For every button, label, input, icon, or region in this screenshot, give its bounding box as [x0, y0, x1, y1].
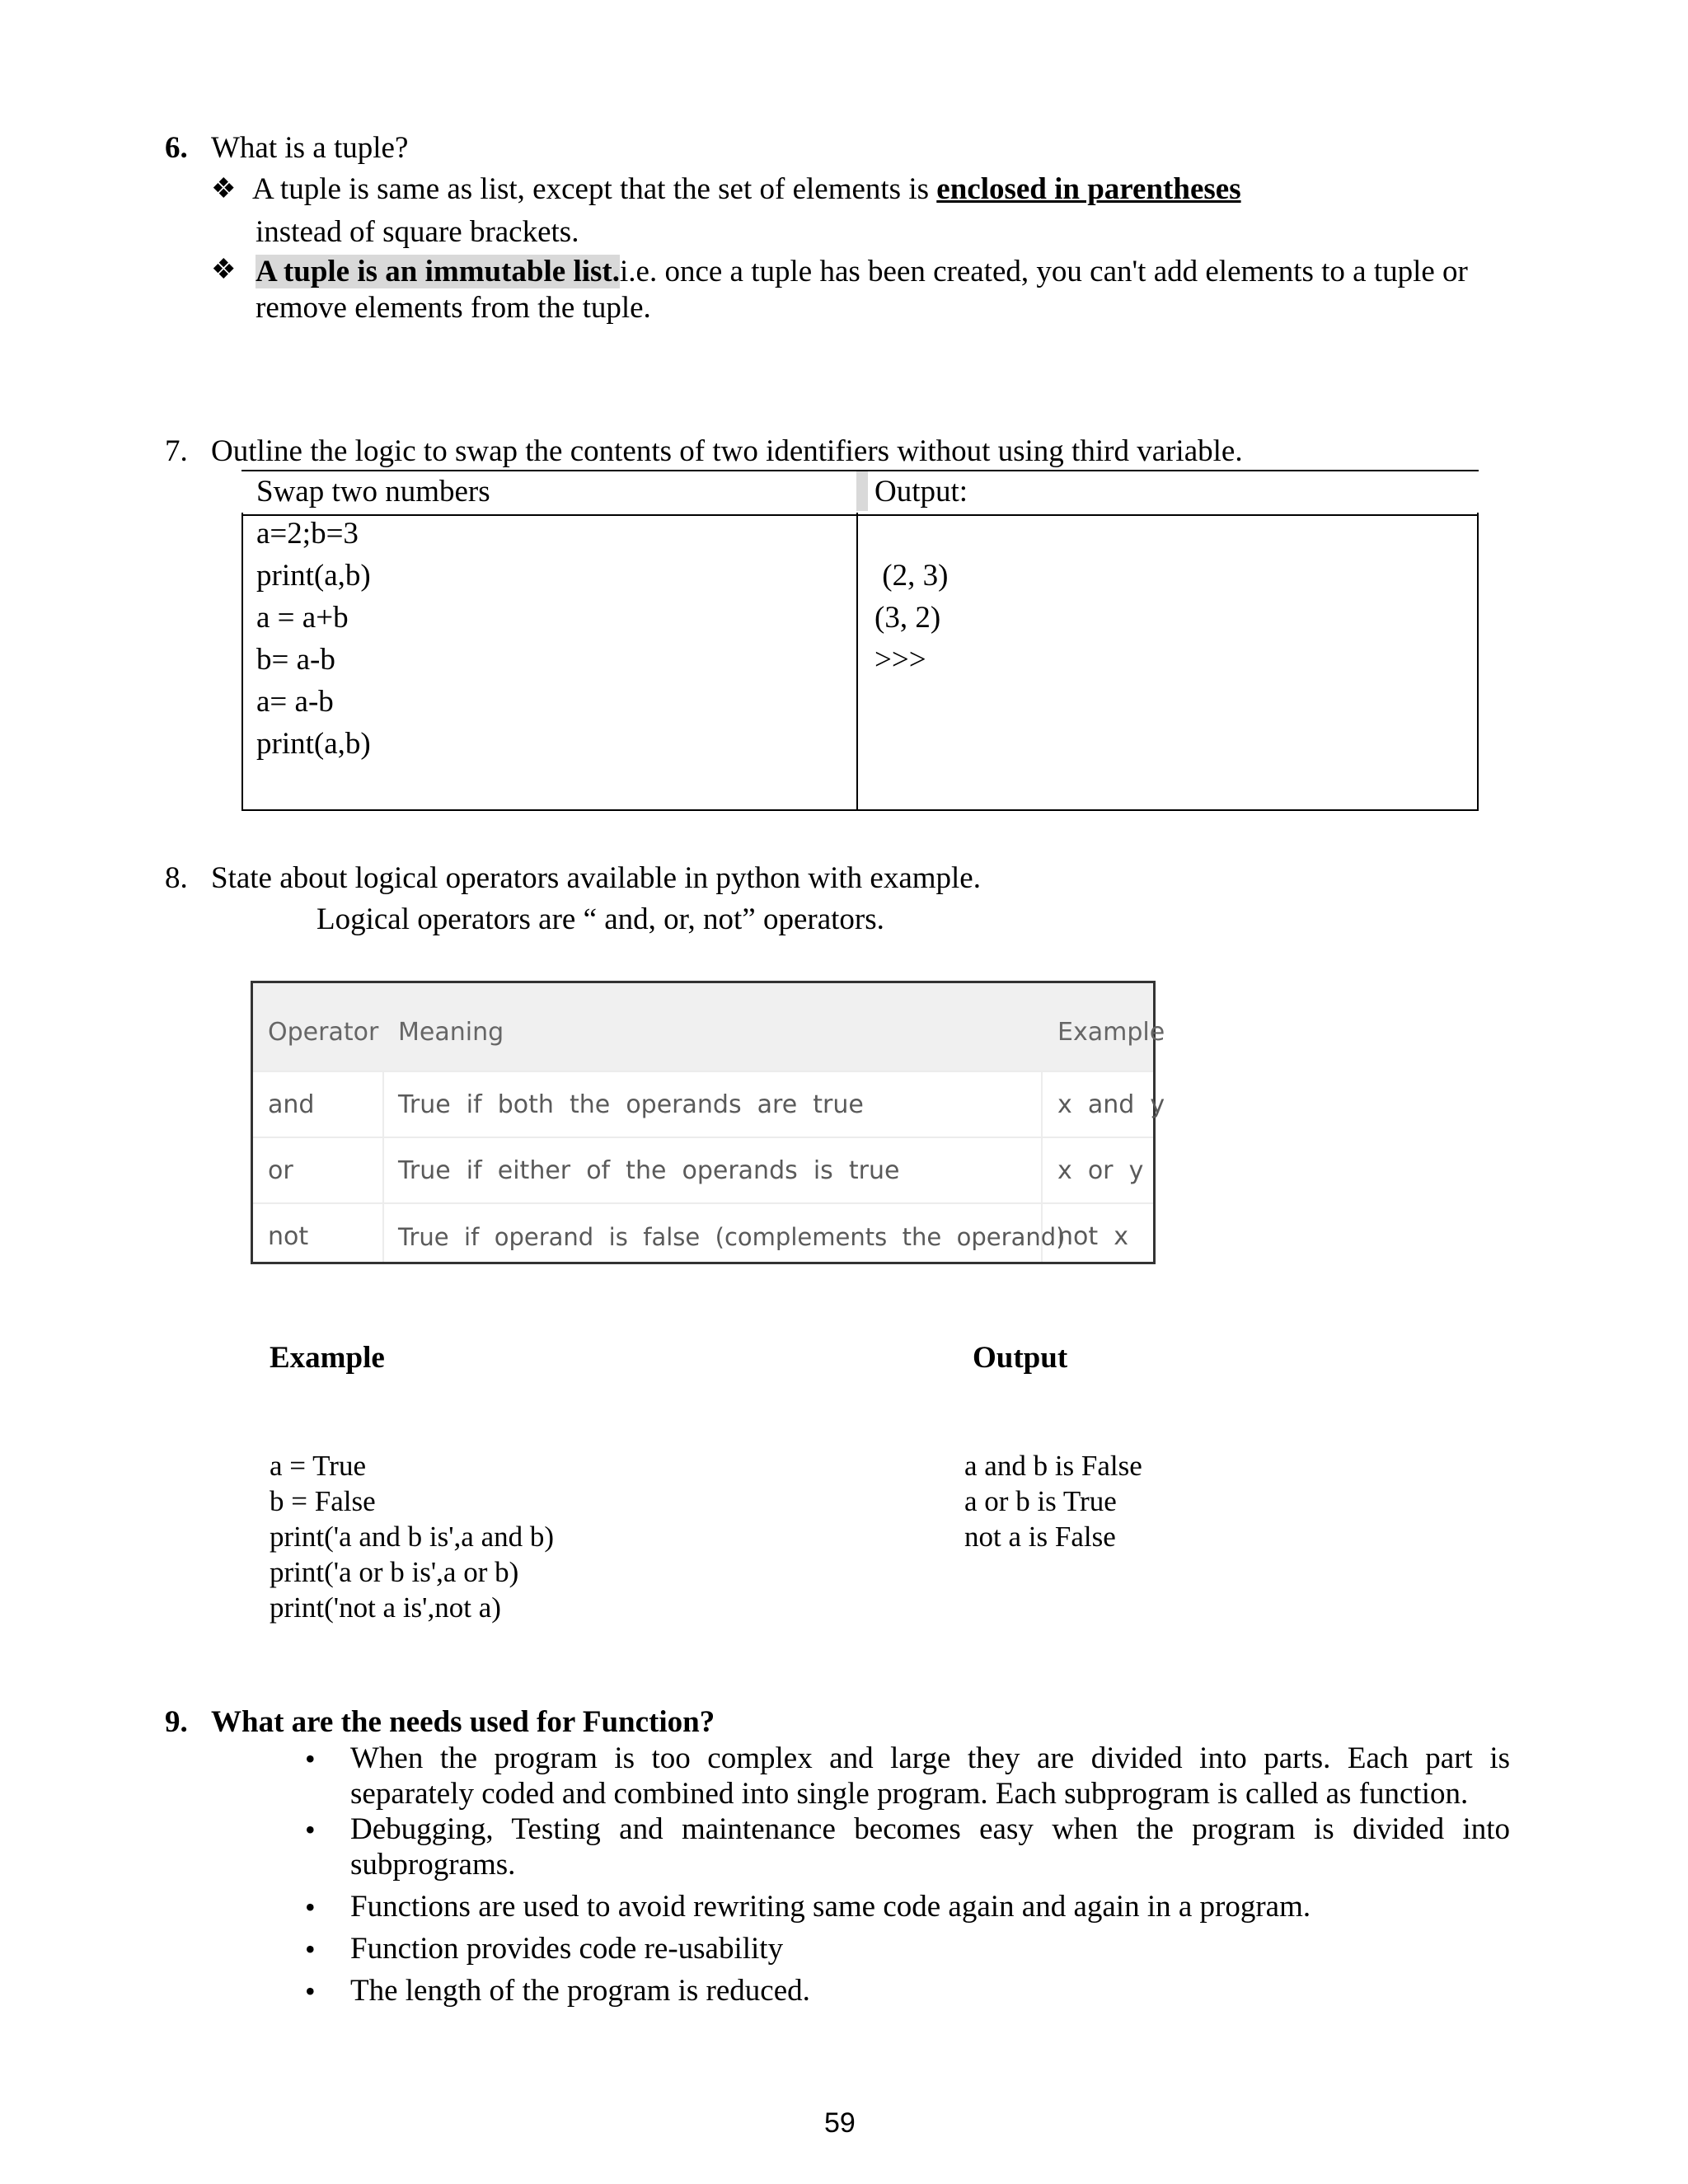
q9-bullet5: The length of the program is reduced. [350, 1974, 810, 2008]
example-code-line: print('not a is',not a) [270, 1591, 501, 1624]
code-line: print(a,b) [256, 727, 371, 761]
table-row [253, 1071, 1165, 1138]
code-line: b= a-b [256, 643, 335, 677]
q6-heading [165, 130, 408, 166]
bullet-icon: • [305, 1891, 316, 1924]
q9-bullet2-line1: Debugging, Testing and maintenance becomes easy when the program is divided into [350, 1812, 1510, 1846]
operator-table [251, 981, 1165, 1264]
q6-bullet1-line1: A tuple is same as list, except that the set of elements is enclosed in parentheses [252, 172, 1241, 206]
example-code-line: a = True [270, 1450, 366, 1482]
q9-bullet1-line1: When the program is too complex and large they are divided into parts. Each part is [350, 1741, 1510, 1775]
swap-header-right: Output: [874, 475, 968, 509]
code-line: a= a-b [256, 685, 334, 719]
code-line: a = a+b [256, 601, 349, 635]
example-output-line: a and b is False [964, 1450, 1142, 1482]
q8-intro: Logical operators are “ and, or, not” operators. [316, 902, 884, 936]
q9-question: What are the needs used for Function? [211, 1705, 715, 1739]
q6-bullet2-line2: remove elements from the tuple. [256, 291, 651, 325]
cell-example: x and y [1057, 1090, 1165, 1119]
q6-question: What is a tuple? [211, 131, 409, 165]
output-line: (3, 2) [874, 601, 941, 635]
example-code-line: print('a and b is',a and b) [270, 1521, 555, 1553]
code-line: a=2;b=3 [256, 517, 359, 551]
diamond-bullet-icon: ❖ [211, 174, 237, 204]
cell-operator: and [268, 1090, 315, 1119]
q6-emphasis: enclosed in parentheses [936, 172, 1241, 206]
output-line: >>> [874, 643, 926, 677]
q7-heading [165, 434, 1243, 470]
operator-table-header [253, 983, 1153, 1071]
q7-question: Outline the logic to swap the contents of two identifiers without using third variable. [211, 434, 1243, 468]
q9-number: 9. [165, 1705, 188, 1739]
q6-bullet2-line1: A tuple is an immutable list.i.e. once a tuple has been created, you can't add elements to a tuple or [256, 255, 1468, 288]
header-meaning: Meaning [398, 1018, 504, 1047]
bullet-icon: • [305, 1742, 316, 1775]
q9-bullet1-line2: separately coded and combined into single program. Each subprogram is called as function. [350, 1777, 1469, 1811]
cell-operator: not [268, 1222, 309, 1251]
table-row [253, 1202, 1153, 1270]
swap-table [241, 470, 1479, 811]
q6-highlight: A tuple is an immutable list. [256, 255, 620, 288]
bullet-icon: • [305, 1975, 316, 2008]
cell-example: x or y [1057, 1156, 1144, 1185]
q6-bullet1-line2: instead of square brackets. [256, 215, 579, 249]
bullet-icon: • [305, 1933, 316, 1966]
swap-header-left: Swap two numbers [256, 475, 490, 509]
page-number: 59 [824, 2107, 856, 2139]
q9-bullet4: Function provides code re-usability [350, 1932, 784, 1966]
header-operator: Operator [268, 1018, 379, 1047]
q8-heading [165, 860, 981, 897]
q8-number: 8. [165, 861, 188, 895]
cell-meaning: True if either of the operands is true [398, 1156, 900, 1185]
q9-bullet3: Functions are used to avoid rewriting same code again and again in a program. [350, 1890, 1311, 1924]
diamond-bullet-icon: ❖ [211, 255, 237, 285]
cell-meaning: True if operand is false (complements the operand) [398, 1223, 1066, 1251]
cell-meaning: True if both the operands are true [398, 1090, 864, 1119]
cell-operator: or [268, 1156, 293, 1185]
swap-output-cell [855, 513, 1479, 811]
example-output-line: not a is False [964, 1521, 1116, 1553]
example-code-line: print('a or b is',a or b) [270, 1556, 519, 1588]
example-output-line: a or b is True [964, 1485, 1117, 1517]
cell-example: not x [1057, 1222, 1128, 1251]
q9-heading [165, 1704, 715, 1741]
output-line: (2, 3) [874, 559, 949, 593]
q6-number: 6. [165, 131, 188, 165]
example-code-line: b = False [270, 1485, 376, 1517]
header-example: Example [1057, 1018, 1165, 1047]
header-shade [856, 471, 868, 511]
q8-question: State about logical operators available in python with example. [211, 861, 981, 895]
code-line: print(a,b) [256, 559, 371, 593]
table-row [253, 1137, 1153, 1204]
q9-bullet2-line2: subprograms. [350, 1848, 516, 1882]
bullet-icon: • [305, 1813, 316, 1846]
example-label: Example [270, 1341, 385, 1375]
q7-number: 7. [165, 434, 188, 468]
output-label: Output [973, 1341, 1068, 1375]
